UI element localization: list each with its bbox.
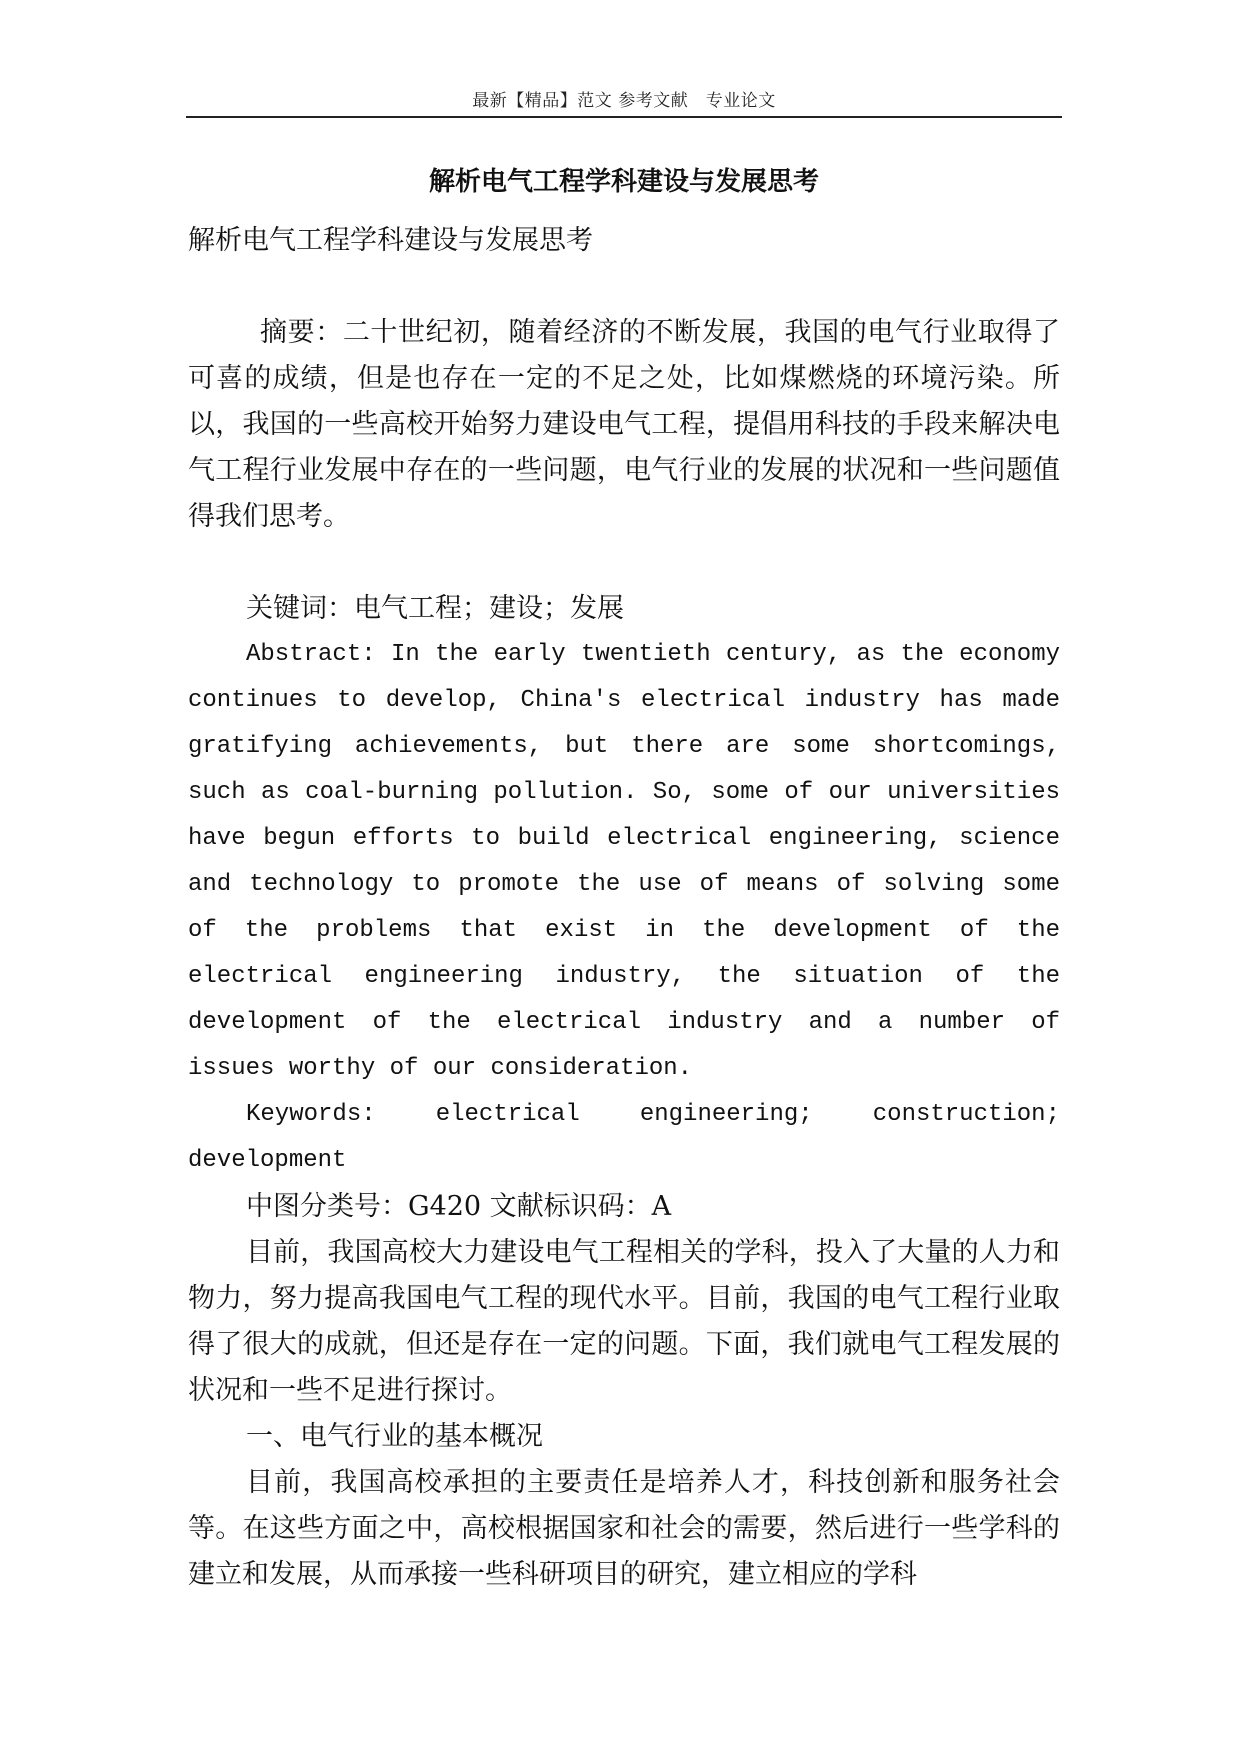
abstract-chinese: 摘要：二十世纪初，随着经济的不断发展，我国的电气行业取得了可喜的成绩，但是也存在一定的不足之处，比如煤燃烧的环境污染。所以，我国的一些高校开始努力建设电气工程，提倡用科技的手段来解决电气工程行业发展中存在的一些问题，电气行业的发展的状况和一些问题值得我们思考。 <box>188 317 1060 532</box>
document-body <box>188 218 1060 1598</box>
keywords-chinese: 关键词：电气工程；建设；发展 <box>246 593 624 624</box>
classification-number: 中图分类号：G420 文献标识码：A <box>246 1191 672 1222</box>
spacer <box>188 264 1060 310</box>
spacer <box>188 540 1060 586</box>
page-header: 最新【精品】范文 参考文献 专业论文 <box>472 91 776 111</box>
section-paragraph: 目前，我国高校承担的主要责任是培养人才，科技创新和服务社会等。在这些方面之中，高校根据国家和社会的需要，然后进行一些学科的建立和发展，从而承接一些科研项目的研究，建立相应的学科 <box>188 1467 1060 1590</box>
header-divider <box>186 116 1062 118</box>
section-heading: 一、电气行业的基本概况 <box>246 1421 543 1452</box>
abstract-english: Abstract: In the early twentieth century, as the economy continues to develop, China's electrical industry has made gratifying achievements, but there are some shortcomings, such as coal-burning pollution. So, some of our universities have begun efforts to build electrical engineering, science and technology to promote the use of means of solving some of the problems that exist in the development of the electrical engineering industry, the situation of the development of the electrical industry and a number of issues worthy of our consideration. <box>188 641 1060 1082</box>
document-title: 解析电气工程学科建设与发展思考 <box>428 167 819 197</box>
keywords-english: Keywords: electrical engineering; construction; development <box>188 1101 1060 1174</box>
document-subtitle: 解析电气工程学科建设与发展思考 <box>188 225 593 256</box>
intro-paragraph: 目前，我国高校大力建设电气工程相关的学科，投入了大量的人力和物力，努力提高我国电气工程的现代水平。目前，我国的电气工程行业取得了很大的成就，但还是存在一定的问题。下面，我们就电气工程发展的状况和一些不足进行探讨。 <box>188 1237 1060 1406</box>
